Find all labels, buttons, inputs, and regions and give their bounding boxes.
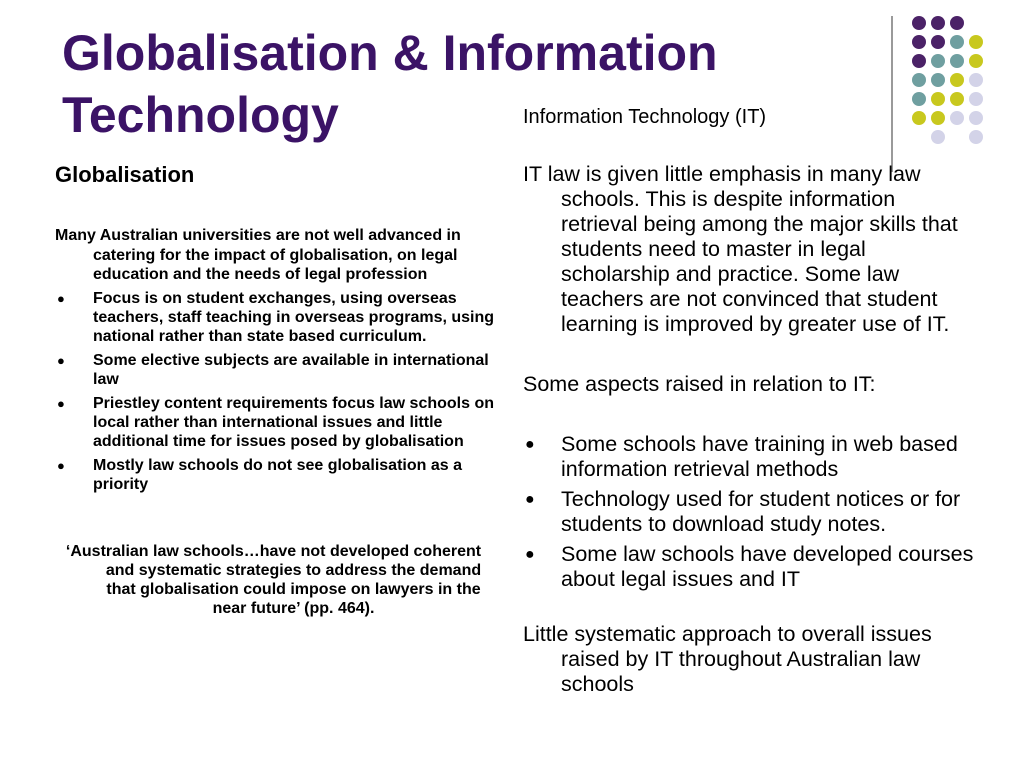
decorative-dot [931, 35, 945, 49]
decorative-dot [969, 54, 983, 68]
it-section [523, 104, 975, 697]
decorative-dot [969, 73, 983, 87]
bullet-icon: ● [57, 457, 65, 473]
decorative-dot [950, 54, 964, 68]
globalisation-section [55, 160, 495, 618]
globalisation-quote: ‘Australian law schools…have not developed coherent and systematic strategies to address the demand that globalisation could impose on lawyers in the near future’ (pp. 464). [65, 542, 482, 617]
bullet-icon: ● [525, 491, 535, 508]
decorative-dot [950, 35, 964, 49]
decorative-dot [912, 73, 926, 87]
it-paragraph-1: IT law is given little emphasis in many law schools. This is despite information retrieval being among the major skills that students need to master in legal scholarship and practice. Some law teachers are not convinced that student learning is improved by greater use of IT. [523, 162, 958, 336]
list-item: ● Focus is on student exchanges, using overseas teachers, staff teaching in overseas programs, using national rather than state based curriculum. [57, 289, 495, 345]
list-item: ● Some schools have training in web based information retrieval methods [525, 432, 958, 481]
decorative-dot [950, 73, 964, 87]
globalisation-intro: Many Australian universities are not well advanced in catering for the impact of globalisation, on legal education and the needs of legal profession [55, 227, 461, 283]
globalisation-bullet-list [55, 289, 495, 494]
decorative-dot [931, 16, 945, 30]
decorative-dot [912, 16, 926, 30]
bullet-icon: ● [525, 546, 535, 563]
it-bullet-list [523, 432, 975, 592]
list-item: ● Mostly law schools do not see globalisation as a priority [57, 456, 462, 493]
bullet-icon: ● [57, 290, 65, 306]
decorative-dot [912, 35, 926, 49]
bullet-icon: ● [57, 352, 65, 368]
globalisation-heading: Globalisation [55, 162, 195, 187]
it-paragraph-2: Some aspects raised in relation to IT: [523, 372, 876, 396]
decorative-dot [931, 73, 945, 87]
decorative-dot [969, 35, 983, 49]
decorative-dot [912, 54, 926, 68]
decorative-dot [931, 54, 945, 68]
decorative-dot [950, 16, 964, 30]
it-paragraph-3: Little systematic approach to overall issues raised by IT throughout Australian law schools [523, 622, 932, 696]
bullet-icon: ● [57, 395, 65, 411]
list-item: ● Priestley content requirements focus law schools on local rather than international issues and little additional time for issues posed by globalisation [57, 394, 494, 450]
list-item: ● Some elective subjects are available in international law [57, 351, 489, 388]
list-item: ● Technology used for student notices or for students to download study notes. [525, 487, 961, 536]
it-heading: Information Technology (IT) [523, 106, 767, 128]
slide-title: Globalisation & Information Technology [62, 25, 718, 143]
list-item: ● Some law schools have developed courses about legal issues and IT [525, 542, 974, 591]
bullet-icon: ● [525, 436, 535, 453]
